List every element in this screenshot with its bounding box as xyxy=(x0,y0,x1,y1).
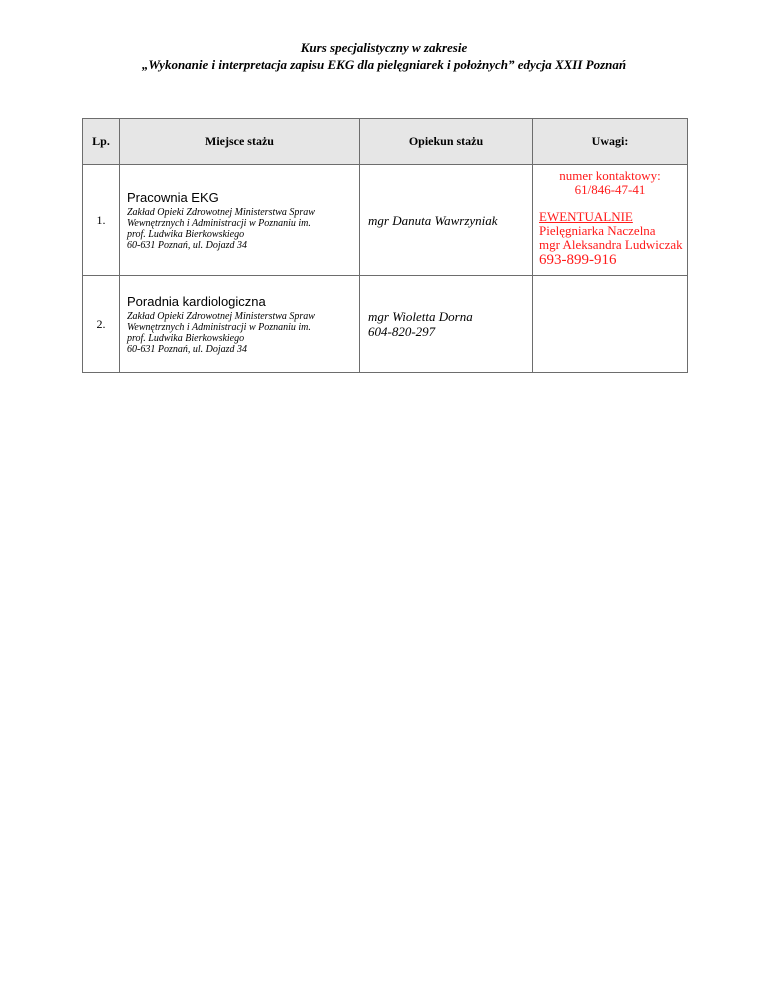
place-name: Poradnia kardiologiczna xyxy=(127,293,266,309)
table-row xyxy=(83,276,688,373)
alternative-role: Pielęgniarka Naczelna xyxy=(539,223,656,238)
place-address-line: prof. Ludwika Bierkowskiego xyxy=(127,332,245,344)
internship-table xyxy=(82,118,688,373)
place-address-line: Zakład Opieki Zdrowotnej Ministerstwa Spraw xyxy=(127,206,315,218)
column-header-place: Miejsce stażu xyxy=(120,119,360,165)
place-address-line: Wewnętrznych i Administracji w Poznaniu im. xyxy=(127,217,311,229)
place-cell xyxy=(120,165,360,276)
column-header-tutor: Opiekun stażu xyxy=(360,119,533,165)
tutor-cell xyxy=(360,276,533,373)
column-header-lp: Lp. xyxy=(83,119,120,165)
tutor-name: mgr Wioletta Dorna xyxy=(368,309,473,324)
place-address-line: prof. Ludwika Bierkowskiego xyxy=(127,228,245,240)
place-name: Pracownia EKG xyxy=(127,189,219,205)
alternative-label: EWENTUALNIE xyxy=(539,209,633,224)
alternative-phone: 693-899-916 xyxy=(539,252,617,268)
row-number: 1. xyxy=(83,165,120,276)
place-address xyxy=(127,311,359,355)
row-number: 2. xyxy=(83,276,120,373)
document-title-line2: „Wykonanie i interpretacja zapisu EKG dla pielęgniarek i położnych” edycja XXII Poznań xyxy=(141,57,627,72)
tutor-name: mgr Danuta Wawrzyniak xyxy=(368,212,498,228)
place-address-line: 60-631 Poznań, ul. Dojazd 34 xyxy=(127,343,247,355)
notes-cell xyxy=(533,165,688,276)
place-cell xyxy=(120,276,360,373)
tutor-phone: 604-820-297 xyxy=(368,324,436,339)
alternative-name: mgr Aleksandra Ludwiczak xyxy=(539,237,683,252)
place-address xyxy=(127,207,359,251)
contact-label: numer kontaktowy: xyxy=(559,168,661,183)
document-title-line1: Kurs specjalistyczny w zakresie xyxy=(300,40,468,55)
table-row xyxy=(83,165,688,276)
table-header-row xyxy=(83,119,688,165)
notes-cell xyxy=(533,276,688,373)
column-header-notes: Uwagi: xyxy=(533,119,688,165)
place-address-line: 60-631 Poznań, ul. Dojazd 34 xyxy=(127,239,247,251)
contact-number: 61/846-47-41 xyxy=(574,182,646,197)
place-address-line: Wewnętrznych i Administracji w Poznaniu im. xyxy=(127,321,311,333)
tutor-cell xyxy=(360,165,533,276)
place-address-line: Zakład Opieki Zdrowotnej Ministerstwa Spraw xyxy=(127,310,315,322)
